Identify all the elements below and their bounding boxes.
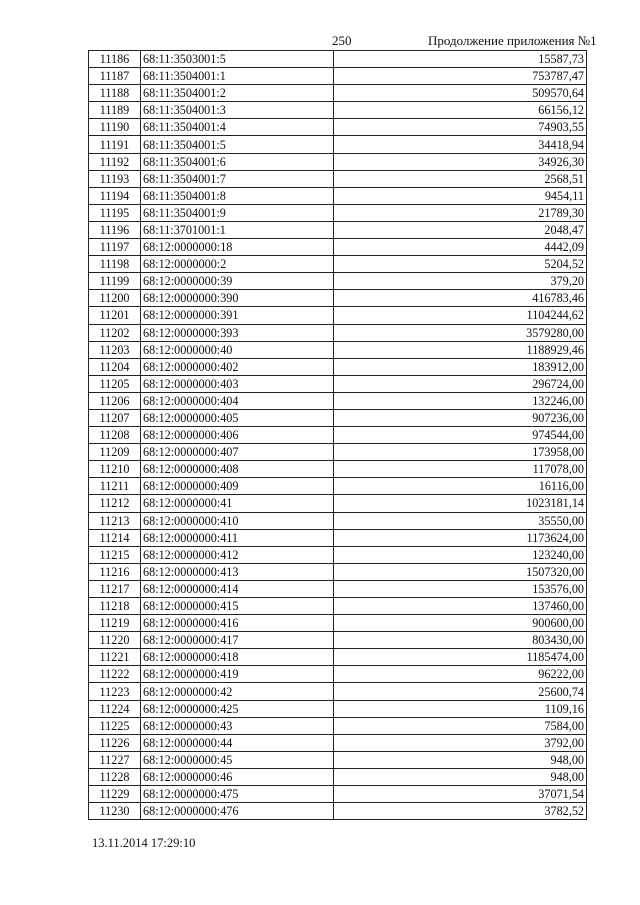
row-number-cell: 11198 <box>89 256 141 273</box>
table-row <box>89 717 587 734</box>
table-row <box>89 734 587 751</box>
value-cell: 7584,00 <box>334 717 587 734</box>
cadastral-number-cell: 68:11:3504001:2 <box>141 85 334 102</box>
cadastral-number-cell: 68:12:0000000:416 <box>141 615 334 632</box>
row-number-cell: 11230 <box>89 803 141 820</box>
table-body <box>89 51 587 820</box>
table-row <box>89 598 587 615</box>
row-number-cell: 11208 <box>89 427 141 444</box>
row-number-cell: 11187 <box>89 68 141 85</box>
value-cell: 117078,00 <box>334 461 587 478</box>
row-number-cell: 11197 <box>89 239 141 256</box>
row-number-cell: 11228 <box>89 768 141 785</box>
row-number-cell: 11191 <box>89 136 141 153</box>
row-number-cell: 11220 <box>89 632 141 649</box>
value-cell: 153576,00 <box>334 580 587 597</box>
row-number-cell: 11199 <box>89 273 141 290</box>
cadastral-number-cell: 68:12:0000000:39 <box>141 273 334 290</box>
cadastral-number-cell: 68:12:0000000:44 <box>141 734 334 751</box>
cadastral-number-cell: 68:12:0000000:409 <box>141 478 334 495</box>
value-cell: 9454,11 <box>334 187 587 204</box>
value-cell: 416783,46 <box>334 290 587 307</box>
cadastral-number-cell: 68:11:3504001:6 <box>141 153 334 170</box>
value-cell: 3782,52 <box>334 803 587 820</box>
value-cell: 16116,00 <box>334 478 587 495</box>
table-row <box>89 256 587 273</box>
page-number: 250 <box>332 33 352 48</box>
value-cell: 948,00 <box>334 768 587 785</box>
value-cell: 34418,94 <box>334 136 587 153</box>
value-cell: 379,20 <box>334 273 587 290</box>
value-cell: 1104244,62 <box>334 307 587 324</box>
row-number-cell: 11224 <box>89 700 141 717</box>
row-number-cell: 11209 <box>89 444 141 461</box>
table-row <box>89 273 587 290</box>
cadastral-number-cell: 68:12:0000000:393 <box>141 324 334 341</box>
row-number-cell: 11219 <box>89 615 141 632</box>
value-cell: 948,00 <box>334 751 587 768</box>
row-number-cell: 11210 <box>89 461 141 478</box>
value-cell: 15587,73 <box>334 51 587 68</box>
row-number-cell: 11211 <box>89 478 141 495</box>
cadastral-number-cell: 68:12:0000000:391 <box>141 307 334 324</box>
row-number-cell: 11207 <box>89 409 141 426</box>
cadastral-number-cell: 68:12:0000000:45 <box>141 751 334 768</box>
cadastral-number-cell: 68:12:0000000:405 <box>141 409 334 426</box>
value-cell: 1188929,46 <box>334 341 587 358</box>
row-number-cell: 11192 <box>89 153 141 170</box>
value-cell: 37071,54 <box>334 786 587 803</box>
cadastral-number-cell: 68:12:0000000:475 <box>141 786 334 803</box>
cadastral-number-cell: 68:12:0000000:406 <box>141 427 334 444</box>
cadastral-number-cell: 68:12:0000000:18 <box>141 239 334 256</box>
cadastral-number-cell: 68:12:0000000:411 <box>141 529 334 546</box>
cadastral-number-cell: 68:12:0000000:412 <box>141 546 334 563</box>
row-number-cell: 11215 <box>89 546 141 563</box>
cadastral-number-cell: 68:11:3504001:7 <box>141 170 334 187</box>
table-row <box>89 290 587 307</box>
row-number-cell: 11200 <box>89 290 141 307</box>
value-cell: 4442,09 <box>334 239 587 256</box>
cadastral-number-cell: 68:11:3504001:8 <box>141 187 334 204</box>
row-number-cell: 11221 <box>89 649 141 666</box>
cadastral-number-cell: 68:12:0000000:46 <box>141 768 334 785</box>
registry-table <box>88 50 587 820</box>
cadastral-number-cell: 68:12:0000000:418 <box>141 649 334 666</box>
row-number-cell: 11226 <box>89 734 141 751</box>
value-cell: 803430,00 <box>334 632 587 649</box>
value-cell: 132246,00 <box>334 392 587 409</box>
table-row <box>89 375 587 392</box>
row-number-cell: 11218 <box>89 598 141 615</box>
table-row <box>89 324 587 341</box>
cadastral-number-cell: 68:12:0000000:404 <box>141 392 334 409</box>
value-cell: 900600,00 <box>334 615 587 632</box>
value-cell: 3579280,00 <box>334 324 587 341</box>
table-row <box>89 803 587 820</box>
row-number-cell: 11227 <box>89 751 141 768</box>
table-row <box>89 136 587 153</box>
row-number-cell: 11213 <box>89 512 141 529</box>
value-cell: 1109,16 <box>334 700 587 717</box>
table-row <box>89 478 587 495</box>
cadastral-number-cell: 68:11:3504001:9 <box>141 204 334 221</box>
table-row <box>89 632 587 649</box>
value-cell: 907236,00 <box>334 409 587 426</box>
value-cell: 66156,12 <box>334 102 587 119</box>
table-row <box>89 102 587 119</box>
value-cell: 183912,00 <box>334 358 587 375</box>
table-row <box>89 153 587 170</box>
row-number-cell: 11202 <box>89 324 141 341</box>
row-number-cell: 11194 <box>89 187 141 204</box>
table-row <box>89 68 587 85</box>
row-number-cell: 11222 <box>89 666 141 683</box>
table-row <box>89 649 587 666</box>
cadastral-number-cell: 68:12:0000000:419 <box>141 666 334 683</box>
value-cell: 2048,47 <box>334 221 587 238</box>
cadastral-number-cell: 68:12:0000000:42 <box>141 683 334 700</box>
table-row <box>89 392 587 409</box>
cadastral-number-cell: 68:12:0000000:410 <box>141 512 334 529</box>
table-row <box>89 341 587 358</box>
cadastral-number-cell: 68:11:3504001:5 <box>141 136 334 153</box>
table-row <box>89 563 587 580</box>
row-number-cell: 11204 <box>89 358 141 375</box>
value-cell: 123240,00 <box>334 546 587 563</box>
table-row <box>89 119 587 136</box>
cadastral-number-cell: 68:12:0000000:415 <box>141 598 334 615</box>
table-row <box>89 444 587 461</box>
cadastral-number-cell: 68:11:3503001:5 <box>141 51 334 68</box>
cadastral-number-cell: 68:11:3504001:4 <box>141 119 334 136</box>
table-row <box>89 170 587 187</box>
row-number-cell: 11216 <box>89 563 141 580</box>
row-number-cell: 11201 <box>89 307 141 324</box>
value-cell: 753787,47 <box>334 68 587 85</box>
value-cell: 1185474,00 <box>334 649 587 666</box>
table-row <box>89 51 587 68</box>
cadastral-number-cell: 68:12:0000000:407 <box>141 444 334 461</box>
table-row <box>89 512 587 529</box>
table-row <box>89 768 587 785</box>
row-number-cell: 11188 <box>89 85 141 102</box>
value-cell: 5204,52 <box>334 256 587 273</box>
value-cell: 21789,30 <box>334 204 587 221</box>
row-number-cell: 11189 <box>89 102 141 119</box>
table-row <box>89 358 587 375</box>
cadastral-number-cell: 68:12:0000000:40 <box>141 341 334 358</box>
value-cell: 25600,74 <box>334 683 587 700</box>
table-row <box>89 204 587 221</box>
row-number-cell: 11214 <box>89 529 141 546</box>
table-row <box>89 751 587 768</box>
cadastral-number-cell: 68:12:0000000:408 <box>141 461 334 478</box>
value-cell: 35550,00 <box>334 512 587 529</box>
row-number-cell: 11205 <box>89 375 141 392</box>
row-number-cell: 11217 <box>89 580 141 597</box>
value-cell: 1507320,00 <box>334 563 587 580</box>
cadastral-number-cell: 68:11:3504001:1 <box>141 68 334 85</box>
table-row <box>89 409 587 426</box>
table-row <box>89 786 587 803</box>
row-number-cell: 11206 <box>89 392 141 409</box>
value-cell: 509570,64 <box>334 85 587 102</box>
row-number-cell: 11223 <box>89 683 141 700</box>
row-number-cell: 11193 <box>89 170 141 187</box>
table-row <box>89 461 587 478</box>
row-number-cell: 11229 <box>89 786 141 803</box>
table-row <box>89 666 587 683</box>
cadastral-number-cell: 68:12:0000000:425 <box>141 700 334 717</box>
cadastral-number-cell: 68:11:3504001:3 <box>141 102 334 119</box>
value-cell: 3792,00 <box>334 734 587 751</box>
table-row <box>89 700 587 717</box>
table-row <box>89 495 587 512</box>
value-cell: 173958,00 <box>334 444 587 461</box>
value-cell: 74903,55 <box>334 119 587 136</box>
table-row <box>89 615 587 632</box>
cadastral-number-cell: 68:12:0000000:403 <box>141 375 334 392</box>
value-cell: 96222,00 <box>334 666 587 683</box>
value-cell: 1023181,14 <box>334 495 587 512</box>
cadastral-number-cell: 68:12:0000000:414 <box>141 580 334 597</box>
value-cell: 974544,00 <box>334 427 587 444</box>
row-number-cell: 11203 <box>89 341 141 358</box>
table-row <box>89 307 587 324</box>
value-cell: 1173624,00 <box>334 529 587 546</box>
value-cell: 34926,30 <box>334 153 587 170</box>
table-row <box>89 546 587 563</box>
value-cell: 137460,00 <box>334 598 587 615</box>
footer-timestamp: 13.11.2014 17:29:10 <box>92 836 196 850</box>
table-row <box>89 221 587 238</box>
value-cell: 2568,51 <box>334 170 587 187</box>
cadastral-number-cell: 68:12:0000000:390 <box>141 290 334 307</box>
cadastral-number-cell: 68:12:0000000:476 <box>141 803 334 820</box>
table-row <box>89 529 587 546</box>
table-row <box>89 187 587 204</box>
cadastral-number-cell: 68:12:0000000:43 <box>141 717 334 734</box>
page-caption: Продолжение приложения №1 <box>428 33 597 48</box>
row-number-cell: 11212 <box>89 495 141 512</box>
cadastral-number-cell: 68:12:0000000:417 <box>141 632 334 649</box>
row-number-cell: 11225 <box>89 717 141 734</box>
table-row <box>89 239 587 256</box>
cadastral-number-cell: 68:12:0000000:2 <box>141 256 334 273</box>
table-row <box>89 580 587 597</box>
row-number-cell: 11190 <box>89 119 141 136</box>
table-row <box>89 683 587 700</box>
row-number-cell: 11186 <box>89 51 141 68</box>
row-number-cell: 11195 <box>89 204 141 221</box>
table-row <box>89 85 587 102</box>
table-row <box>89 427 587 444</box>
cadastral-number-cell: 68:11:3701001:1 <box>141 221 334 238</box>
row-number-cell: 11196 <box>89 221 141 238</box>
cadastral-number-cell: 68:12:0000000:402 <box>141 358 334 375</box>
cadastral-number-cell: 68:12:0000000:413 <box>141 563 334 580</box>
cadastral-number-cell: 68:12:0000000:41 <box>141 495 334 512</box>
value-cell: 296724,00 <box>334 375 587 392</box>
